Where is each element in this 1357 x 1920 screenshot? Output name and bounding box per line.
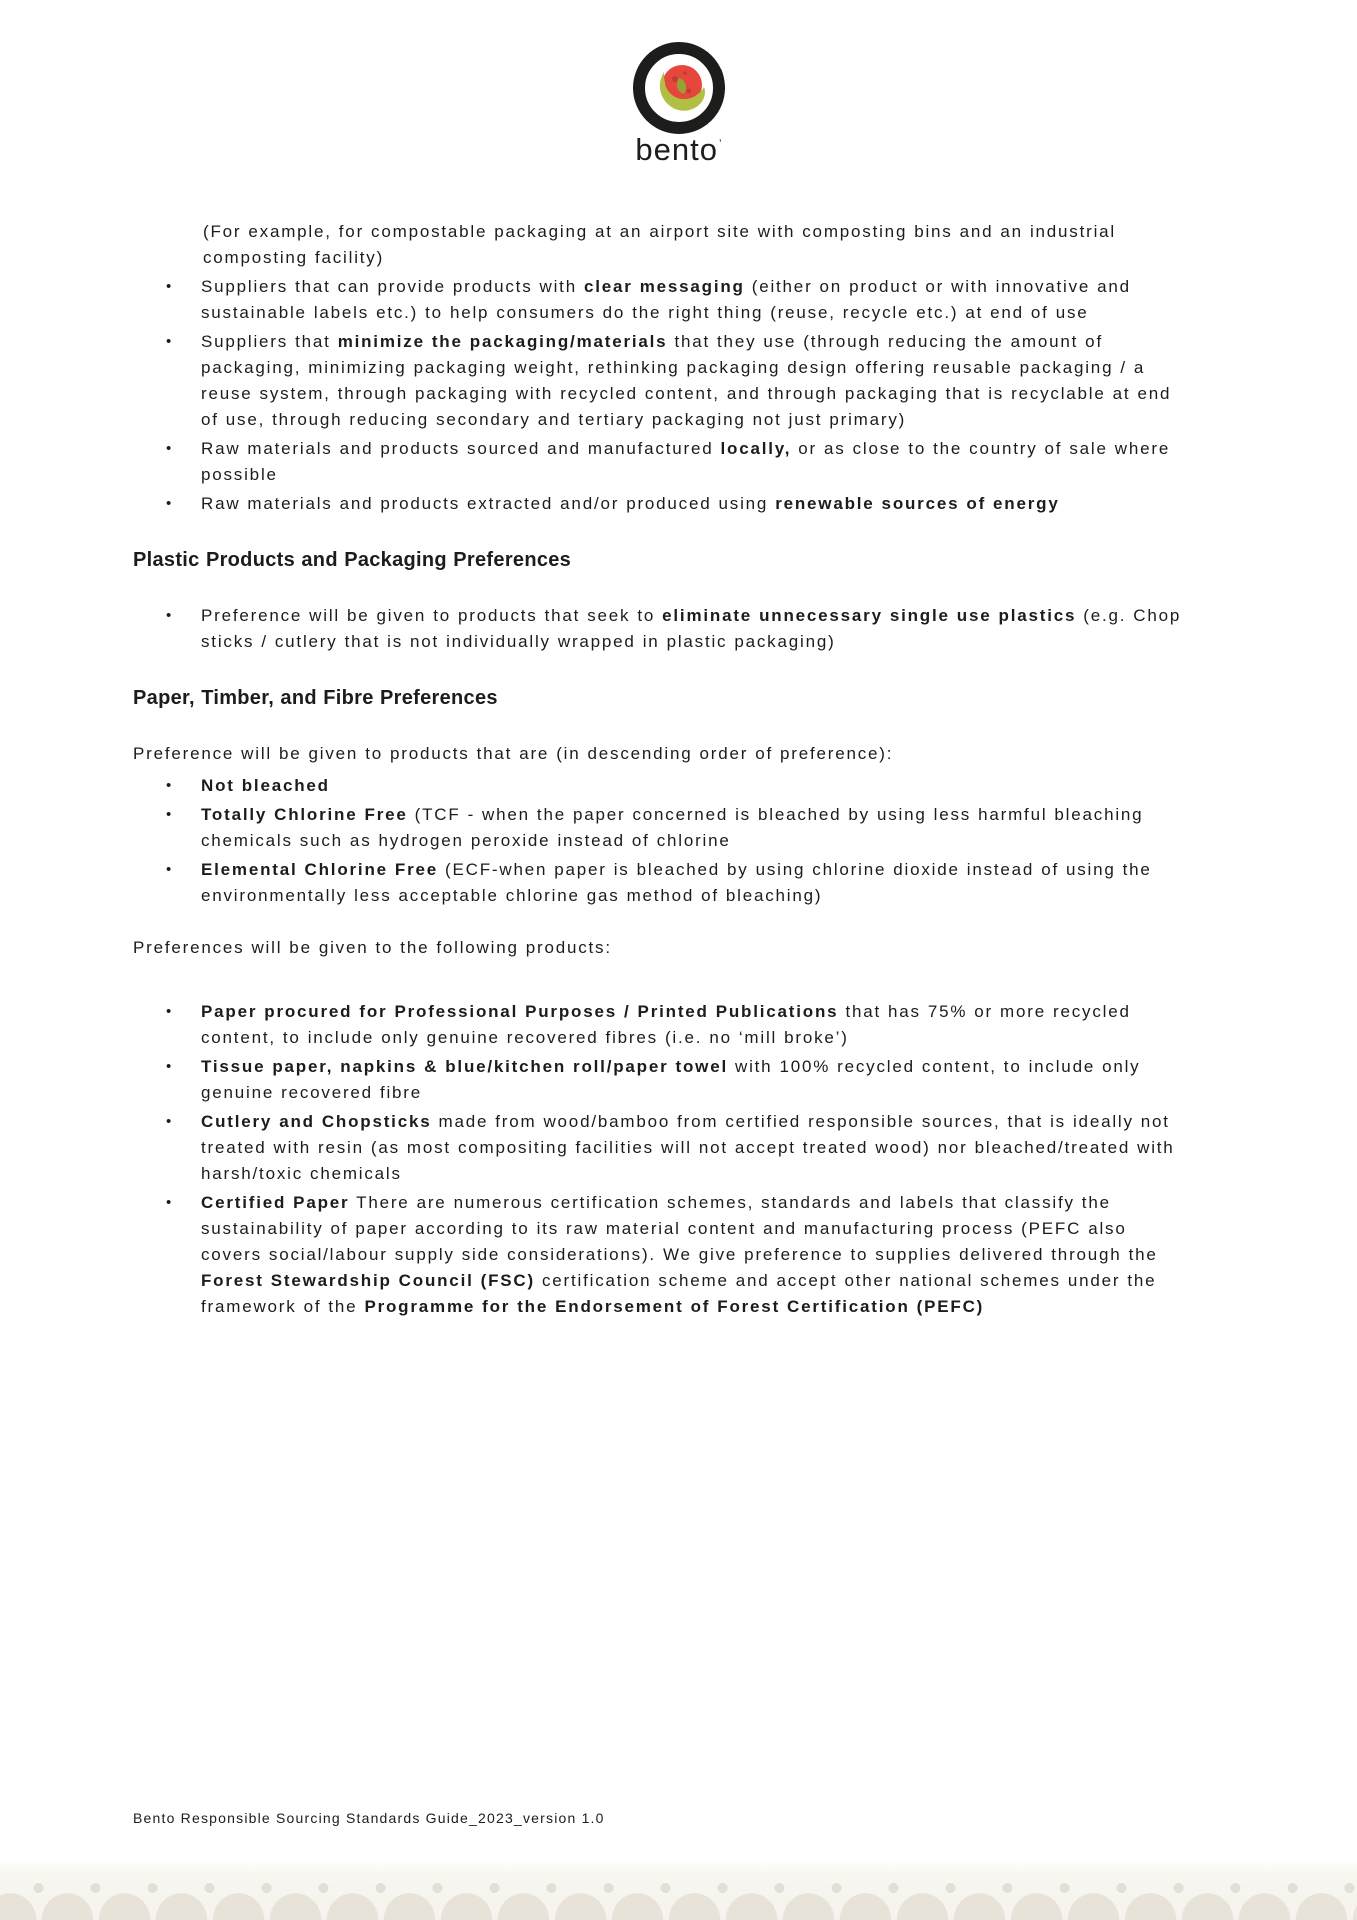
bullet-item bbox=[133, 857, 1195, 909]
bullet-dot: • bbox=[166, 777, 174, 794]
text-run: Suppliers that can provide products with clear messaging (either on product or with innovative and sustainable labels etc.) to help consumers do the right thing (reuse, recycle etc.) at end of use bbox=[201, 277, 1131, 322]
text-run: Not bleached bbox=[201, 776, 330, 795]
bullet-item bbox=[133, 999, 1195, 1051]
text-run: Elemental Chlorine Free (ECF-when paper is bleached by using chlorine dioxide instead of using the environmentally less acceptable chlorine gas method of bleaching) bbox=[201, 860, 1152, 905]
bullet-item bbox=[133, 603, 1195, 655]
brand-name: bento bbox=[635, 132, 718, 167]
bullet-item bbox=[133, 436, 1195, 488]
paragraph bbox=[133, 741, 1195, 767]
bullet-dot: • bbox=[166, 333, 174, 350]
scallop-border-decoration bbox=[0, 1860, 1357, 1920]
text-run: Preferences will be given to the following products: bbox=[133, 938, 612, 957]
bullet-dot: • bbox=[166, 1058, 174, 1075]
bullet-item bbox=[133, 491, 1195, 517]
text-run: Suppliers that minimize the packaging/materials that they use (through reducing the amount of packaging, minimizing packaging weight, rethinking packaging design offering reusable packaging / a reuse system, through packaging with recycled content, and through packaging that is recyclable at end of use, through reducing secondary and tertiary packaging not just primary) bbox=[201, 332, 1172, 429]
bullet-dot: • bbox=[166, 806, 174, 823]
bullet-item bbox=[133, 1109, 1195, 1187]
text-run: Tissue paper, napkins & blue/kitchen roll/paper towel with 100% recycled content, to include only genuine recovered fibre bbox=[201, 1057, 1141, 1102]
brand-wordmark bbox=[609, 134, 749, 172]
text-run: Preference will be given to products that seek to eliminate unnecessary single use plastics (e.g. Chop sticks / cutlery that is not individually wrapped in plastic packaging) bbox=[201, 606, 1182, 651]
bullet-dot: • bbox=[166, 1113, 174, 1130]
continuation bbox=[133, 219, 1195, 271]
text-run: Totally Chlorine Free (TCF - when the paper concerned is bleached by using less harmful bleaching chemicals such as hydrogen peroxide instead of chlorine bbox=[201, 805, 1144, 850]
text-run: Plastic Products and Packaging Preferences bbox=[133, 549, 572, 571]
bullet-dot: • bbox=[166, 861, 174, 878]
text-run: Paper, Timber, and Fibre Preferences bbox=[133, 687, 498, 709]
text-run: Certified Paper There are numerous certification schemes, standards and labels that classify the sustainability of paper according to its raw material content and manufacturing process (PEFC also covers social/labour supply side considerations). We give preference to supplies delivered through the Forest Stewardship Council (FSC) certification scheme and accept other national schemes under the framework of the Programme for the Endorsement of Forest Certification (PEFC) bbox=[201, 1193, 1158, 1316]
bullet-dot: • bbox=[166, 495, 174, 512]
bullet-item bbox=[133, 802, 1195, 854]
bento-logo bbox=[609, 42, 749, 172]
text-run: Raw materials and products sourced and manufactured locally, or as close to the country of sale where possible bbox=[201, 439, 1171, 484]
bullet-dot: • bbox=[166, 440, 174, 457]
bullet-item bbox=[133, 1054, 1195, 1106]
text-run: Paper procured for Professional Purposes / Printed Publications that has 75% or more recycled content, to include only genuine recovered fibres (i.e. no ‘mill broke’) bbox=[201, 1002, 1131, 1047]
bullet-dot: • bbox=[166, 607, 174, 624]
bullet-dot: • bbox=[166, 1003, 174, 1020]
text-run: Cutlery and Chopsticks made from wood/bamboo from certified responsible sources, that is ideally not treated with resin (as most compositing facilities will not accept treated wood) nor bleached/treated with harsh/toxic chemicals bbox=[201, 1112, 1175, 1183]
bullet-item bbox=[133, 1190, 1195, 1320]
footer-document-title: Bento Responsible Sourcing Standards Guide_2023_version 1.0 bbox=[133, 1810, 605, 1826]
text-run: (For example, for compostable packaging at an airport site with composting bins and an industrial composting facility) bbox=[203, 222, 1116, 267]
bullet-dot: • bbox=[166, 278, 174, 295]
heading bbox=[133, 547, 1195, 573]
paragraph bbox=[133, 935, 1195, 961]
text-run: Raw materials and products extracted and/or produced using renewable sources of energy bbox=[201, 494, 1060, 513]
bullet-dot: • bbox=[166, 1194, 174, 1211]
bento-logo-icon bbox=[629, 42, 729, 138]
document-body bbox=[133, 219, 1195, 1323]
text-run: Preference will be given to products that are (in descending order of preference): bbox=[133, 744, 894, 763]
bullet-item bbox=[133, 773, 1195, 799]
heading bbox=[133, 685, 1195, 711]
bullet-item bbox=[133, 274, 1195, 326]
bullet-item bbox=[133, 329, 1195, 433]
trademark-mark: ʼ bbox=[718, 137, 723, 151]
